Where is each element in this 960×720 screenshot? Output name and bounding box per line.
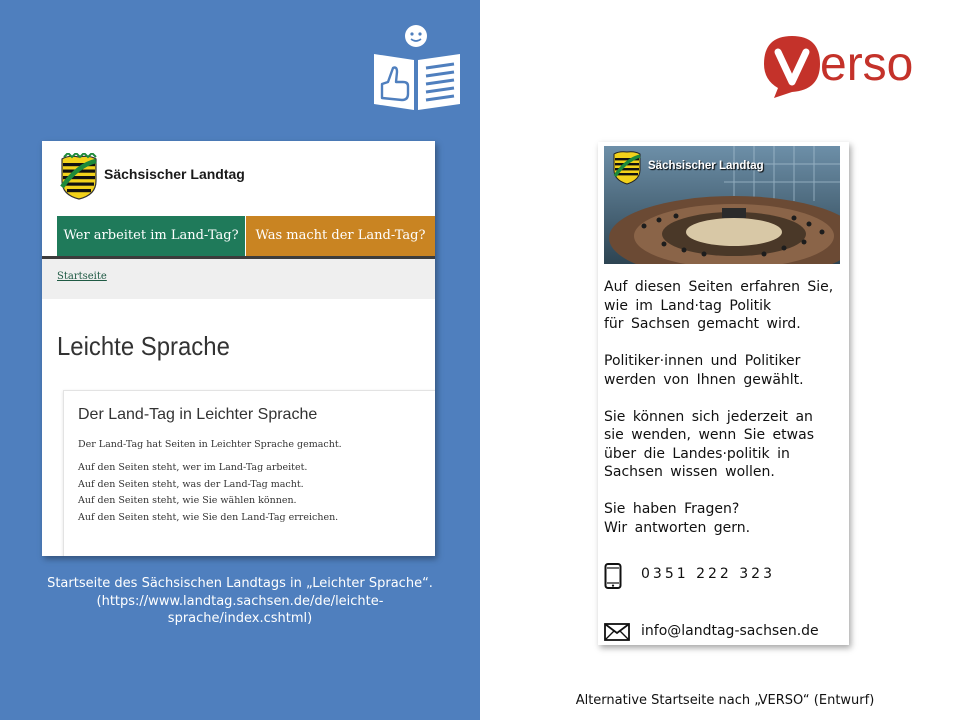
right-caption: Alternative Startseite nach „VERSO“ (Entwurf)	[575, 693, 875, 708]
site-title: Sächsischer Landtag	[104, 166, 245, 182]
text-line: Wir antworten gern.	[604, 519, 751, 536]
text-line: wie im Land·tag Politik	[604, 297, 772, 314]
text-line: Sie haben Fragen?	[604, 501, 740, 517]
page-title: Leichte Sprache	[57, 331, 230, 361]
content-title: Der Land-Tag in Leichter Sprache	[78, 406, 318, 423]
saxony-crest-icon	[614, 152, 640, 184]
list-item: Auf den Seiten steht, wie Sie wählen können.	[78, 495, 297, 506]
text-line: sie wenden, wenn Sie etwas	[604, 427, 814, 443]
logo-text: erso	[820, 38, 914, 91]
content-intro: Der Land-Tag hat Seiten in Leichter Sprache gemacht.	[78, 439, 342, 450]
caption-line: Startseite des Sächsischen Landtags in „Leichter Sprache“.	[47, 576, 433, 591]
list-item: Auf den Seiten steht, wer im Land-Tag arbeitet.	[78, 462, 308, 473]
easy-language-reading-icon	[372, 22, 462, 112]
mail-icon	[604, 623, 630, 641]
nav-who-works[interactable]: Wer arbeitet im Land-Tag?	[57, 216, 245, 256]
paragraph	[604, 352, 840, 389]
left-caption	[20, 575, 460, 628]
text-line: für Sachsen gemacht wird.	[604, 316, 801, 332]
website-screenshot-card	[42, 141, 435, 556]
content-box	[63, 390, 435, 556]
caption-line: (https://www.landtag.sachsen.de/de/leichte-	[96, 593, 384, 609]
caption-line: sprache/index.cshtml)	[167, 611, 313, 626]
saxony-crest-icon	[58, 153, 100, 201]
phone-icon	[604, 563, 622, 589]
text-line: Auf diesen Seiten erfahren Sie,	[604, 279, 834, 295]
email-address[interactable]: info@landtag-sachsen.de	[641, 623, 819, 639]
paragraph	[604, 500, 840, 537]
breadcrumb-home-link[interactable]: Startseite	[57, 271, 107, 282]
verso-mockup-card	[598, 142, 849, 645]
nav-what-does[interactable]: Was macht der Land-Tag?	[246, 216, 435, 256]
list-item: Auf den Seiten steht, wie Sie den Land-Tag erreichen.	[78, 511, 339, 523]
paragraph	[604, 278, 840, 334]
parliament-photo	[604, 146, 840, 264]
paragraph	[604, 408, 840, 482]
text-line: Sachsen wissen wollen.	[604, 464, 775, 480]
verso-logo	[760, 30, 950, 102]
text-line: Sie können sich jederzeit an	[604, 408, 813, 425]
text-line: Politiker·innen und Politiker	[604, 353, 801, 369]
text-line: werden von Ihnen gewählt.	[604, 371, 804, 388]
breadcrumb	[42, 259, 435, 299]
site-header	[42, 141, 435, 216]
content-list	[78, 462, 338, 528]
list-item: Auf den Seiten steht, was der Land-Tag macht.	[78, 478, 304, 490]
text-line: über die Landes·politik in	[604, 445, 790, 462]
phone-number[interactable]: 0351 222 323	[641, 566, 775, 582]
mockup-text	[604, 278, 840, 556]
photo-site-title: Sächsischer Landtag	[648, 160, 764, 172]
